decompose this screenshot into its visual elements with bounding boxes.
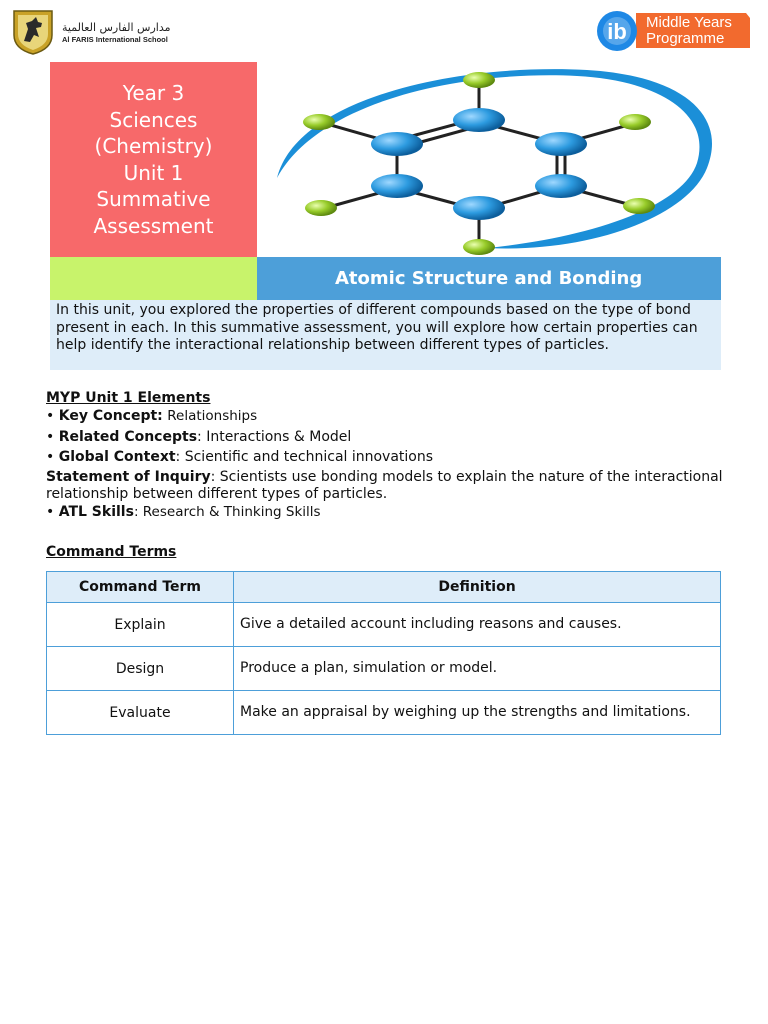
statement-of-inquiry [46, 469, 746, 504]
ib-myp-logo [596, 10, 752, 52]
school-crest-icon [12, 9, 54, 55]
svg-text:ib: ib [607, 19, 627, 44]
command-term-cell: Design [47, 647, 234, 691]
intro-paragraph: In this unit, you explored the properties of different compounds based on the type of bond present in each. In this summative assessment, you will explore how certain properties can help identify the interactional relationship between different types of particles. [50, 300, 721, 370]
global-context-value: : Scientific and technical innovations [175, 449, 434, 465]
table-header-row [47, 572, 721, 603]
key-concept-item [46, 406, 746, 427]
title-line-6: Assessment [93, 213, 214, 238]
atl-skills-label: ATL Skills [58, 503, 134, 520]
ib-programme-line-1: Middle Years [646, 14, 732, 31]
table-row [47, 603, 721, 647]
title-line-4: Unit 1 [123, 160, 184, 185]
definition-cell: Make an appraisal by weighing up the strengths and limitations. [234, 691, 721, 735]
bullet: • [46, 428, 55, 445]
command-terms-table [46, 571, 721, 735]
assessment-title-block [50, 62, 257, 257]
table-row [47, 647, 721, 691]
column-header-term: Command Term [47, 572, 234, 603]
inquiry-value: : Scientists use bonding models to explain the nature of the interactional relationship between different types of particles. [46, 468, 723, 502]
inquiry-label: Statement of Inquiry [46, 468, 211, 485]
title-line-2: Sciences [109, 107, 198, 132]
school-name-english: Al FARIS International School [62, 34, 168, 44]
table-row [47, 691, 721, 735]
myp-elements-section [46, 390, 746, 521]
unit-title-banner [257, 257, 721, 300]
key-concept-value: Relationships [167, 408, 258, 424]
bullet: • [46, 449, 55, 465]
green-accent-band [50, 257, 257, 300]
bullet: • [46, 408, 55, 424]
related-concepts-item [46, 427, 746, 448]
definition-cell: Produce a plan, simulation or model. [234, 647, 721, 691]
ib-programme-name [640, 12, 750, 50]
ib-letters-icon [596, 10, 638, 52]
molecule-illustration [257, 58, 727, 258]
bullet: • [46, 503, 55, 520]
definition-cell: Give a detailed account including reasons and causes. [234, 603, 721, 647]
unit-title: Atomic Structure and Bonding [335, 268, 643, 289]
key-concept-label: Key Concept: [58, 408, 163, 424]
school-logo [12, 8, 172, 56]
command-terms-heading: Command Terms [46, 544, 177, 560]
ib-programme-line-2: Programme [646, 30, 725, 47]
related-concepts-value: : Interactions & Model [197, 428, 352, 445]
atl-skills-item [46, 504, 746, 522]
global-context-item [46, 447, 746, 468]
global-context-label: Global Context [58, 449, 176, 465]
myp-elements-heading: MYP Unit 1 Elements [46, 390, 211, 406]
school-name-arabic: مدارس الفارس العالمية [62, 20, 171, 34]
related-concepts-label: Related Concepts [58, 428, 198, 445]
title-line-5: Summative [96, 187, 211, 211]
title-line-1: Year 3 [122, 81, 185, 105]
command-term-cell: Evaluate [47, 691, 234, 735]
command-term-cell: Explain [47, 603, 234, 647]
atl-skills-value: : Research & Thinking Skills [133, 503, 321, 520]
column-header-definition: Definition [234, 572, 721, 603]
title-line-3: (Chemistry) [94, 134, 213, 158]
